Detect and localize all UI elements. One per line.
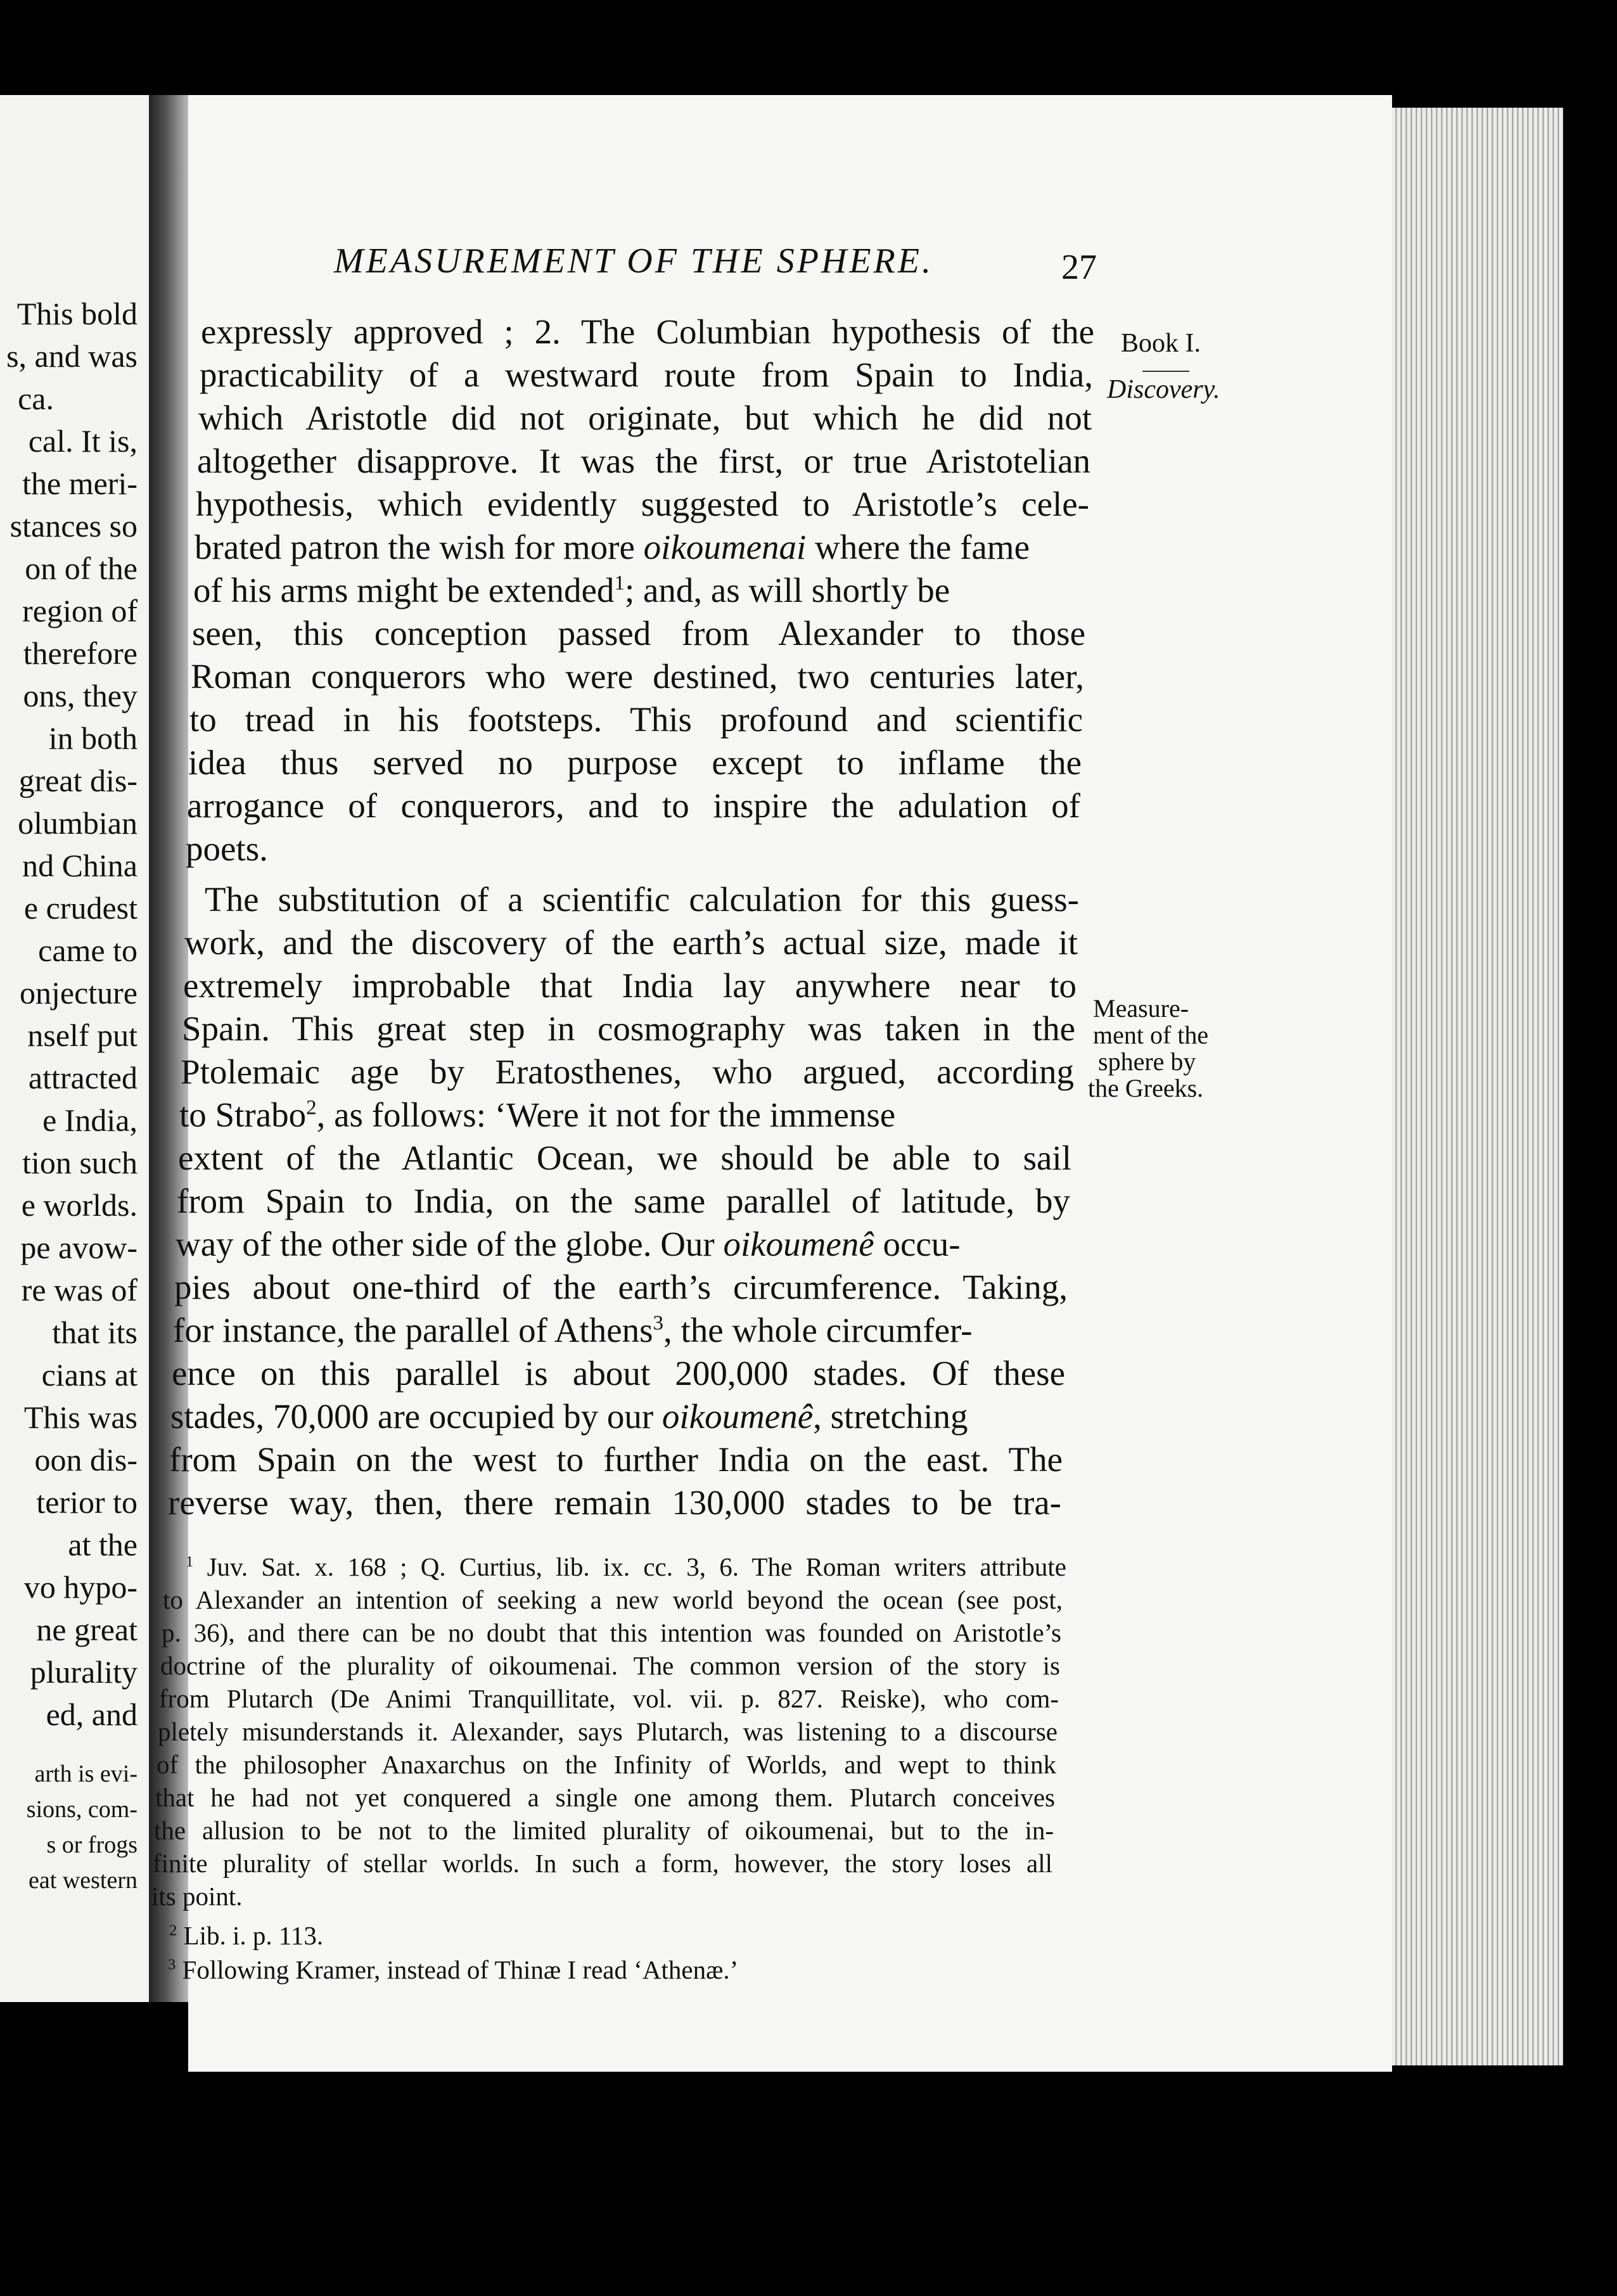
footnote-line: $^1$ Juv. Sat. x. 168 ; Q. Curtius, lib. ix. cc. 3, 6. The Roman writers attribute	[186, 1552, 1066, 1581]
footnote-line: the allusion to be not to the limited plurality of oikoumenai, but to the in-	[154, 1816, 1054, 1845]
text-line: from Spain on the west to further India on the east. The	[169, 1440, 1063, 1479]
text-line: pies about one-third of the earth’s circumference. Taking,	[174, 1268, 1068, 1306]
left-line: olumbian	[18, 805, 137, 841]
footnote-line: $^3$ Following Kramer, instead of Thinæ I read ‘Athenæ.’	[168, 1955, 739, 1984]
left-line: plurality	[30, 1654, 137, 1690]
left-line: re was of	[21, 1272, 137, 1308]
footnote-line: to Alexander an intention of seeking a new world beyond the ocean (see post,	[163, 1585, 1063, 1614]
left-line: arth is evi-	[34, 1761, 137, 1787]
left-line: pe avow-	[20, 1230, 137, 1265]
running-head: MEASUREMENT OF THE SPHERE.	[334, 241, 933, 281]
text-line: seen, this conception passed from Alexander to those	[192, 614, 1085, 653]
left-line: s, and was	[6, 338, 137, 374]
left-line: ca.	[18, 381, 54, 416]
left-line: vo hypo-	[23, 1569, 137, 1605]
italic-term: oikoumenê	[662, 1397, 814, 1436]
left-line: stances so	[10, 508, 137, 544]
left-line: cal. It is,	[28, 423, 137, 459]
text-line: Spain. This great step in cosmography was taken in the	[182, 1009, 1075, 1048]
margin-note-book: Book I.	[1121, 329, 1201, 358]
text-line: ence on this parallel is about 200,000 stades. Of these	[172, 1354, 1065, 1393]
text-line: which Aristotle did not originate, but which he did not	[198, 399, 1092, 437]
text-line: practicability of a westward route from Spain to India,	[200, 355, 1093, 394]
footnote-line: of the philosopher Anaxarchus on the Infinity of Worlds, and wept to think	[157, 1750, 1056, 1779]
left-line: This bold	[16, 296, 137, 331]
left-line: nself put	[27, 1017, 137, 1053]
text-line: of his arms might be extended$^1$; and, as will shortly be	[193, 571, 950, 609]
left-line: tion such	[22, 1145, 137, 1180]
left-line: s or frogs	[46, 1832, 137, 1858]
left-line: ons, they	[23, 678, 137, 713]
left-line: cians at	[41, 1357, 137, 1393]
margin-note-measurement: sphere by	[1098, 1047, 1196, 1076]
left-line: ed, and	[46, 1697, 137, 1732]
left-line: therefore	[23, 635, 137, 671]
margin-note-measurement: ment of the	[1093, 1021, 1209, 1049]
left-line: that its	[52, 1315, 137, 1350]
footnote-line: from Plutarch (De Animi Tranquillitate, vol. vii. p. 827. Reiske), who com-	[159, 1684, 1059, 1713]
text-line: from Spain to India, on the same parallel of latitude, by	[177, 1182, 1070, 1220]
text-line: hypothesis, which evidently suggested to Aristotle’s cele-	[196, 485, 1089, 523]
text-line: extent of the Atlantic Ocean, we should be able to sail	[178, 1138, 1071, 1177]
italic-term: oikoumenê	[723, 1225, 874, 1263]
text-line: to tread in his footsteps. This profound and scientific	[189, 700, 1083, 739]
margin-note-discovery: Discovery.	[1107, 375, 1220, 404]
page-number: 27	[1061, 248, 1097, 287]
main-text	[151, 95, 1392, 2072]
text-line: way of the other side of the globe. Our oikoumenê occu-	[176, 1225, 961, 1263]
footnote-line: p. 36), and there can be no doubt that this intention was founded on Aristotle’s	[162, 1618, 1061, 1647]
left-line: sions, com-	[26, 1796, 137, 1823]
text-line: Ptolemaic age by Eratosthenes, who argued, according	[181, 1052, 1074, 1091]
left-line: terior to	[36, 1484, 137, 1520]
left-line: oon dis-	[34, 1442, 137, 1477]
footnote-line: $^2$ Lib. i. p. 113.	[169, 1921, 324, 1950]
text-line: The substitution of a scientific calculation for this guess-	[205, 880, 1079, 919]
left-line: the meri-	[22, 466, 137, 501]
italic-term: oikoumenai	[643, 528, 807, 566]
text-line: poets.	[186, 829, 268, 868]
left-page-fragment	[0, 95, 149, 2002]
text-line: arrogance of conquerors, and to inspire the adulation of	[187, 786, 1080, 825]
left-line: onjecture	[19, 975, 137, 1011]
text-line: stades, 70,000 are occupied by our oikoumenê, stretching	[170, 1397, 968, 1436]
right-page	[151, 95, 1392, 2072]
page-edges	[1392, 108, 1563, 2065]
footnote-line: finite plurality of stellar worlds. In such a form, however, the story loses all	[153, 1849, 1052, 1878]
left-line: e crudest	[23, 890, 137, 926]
margin-note-measurement: Measure-	[1093, 994, 1189, 1023]
left-line: nd China	[22, 848, 137, 883]
text-line: work, and the discovery of the earth’s actual size, made it	[184, 923, 1078, 962]
footnote-line: doctrine of the plurality of oikoumenai. The common version of the story is	[160, 1651, 1060, 1680]
left-line: ne great	[36, 1612, 137, 1647]
text-line: Roman conquerors who were destined, two centuries later,	[191, 657, 1084, 696]
left-line: e worlds.	[21, 1187, 137, 1223]
text-line: for instance, the parallel of Athens$^3$, the whole circumfer-	[173, 1311, 973, 1349]
margin-note-measurement: the Greeks.	[1088, 1074, 1204, 1102]
footnote-line: that he had not yet conquered a single one among them. Plutarch conceives	[155, 1783, 1055, 1812]
footnote-ref: 1	[614, 571, 625, 595]
left-line: eat western	[29, 1867, 137, 1894]
left-line: This was	[23, 1400, 137, 1435]
left-line: in both	[48, 720, 137, 756]
left-line: at the	[68, 1527, 137, 1562]
footnote-line: its point.	[151, 1882, 243, 1911]
left-line: e India,	[42, 1102, 137, 1138]
footnote-ref: 2	[306, 1096, 317, 1119]
left-line: attracted	[28, 1060, 137, 1095]
text-line: to Strabo$^2$, as follows: ‘Were it not for the immense	[179, 1095, 896, 1134]
left-line: great dis-	[18, 763, 137, 798]
left-line: on of the	[25, 551, 137, 586]
text-line: reverse way, then, there remain 130,000 stades to be tra-	[168, 1483, 1061, 1522]
text-line: expressly approved ; 2. The Columbian hypothesis of the	[201, 312, 1094, 351]
text-line: extremely improbable that India lay anywhere near to	[183, 966, 1077, 1005]
left-line: region of	[22, 593, 137, 628]
footnote-line: pletely misunderstands it. Alexander, says Plutarch, was listening to a discourse	[158, 1717, 1058, 1746]
footnote-ref: 3	[653, 1311, 664, 1335]
text-line: altogether disapprove. It was the first, or true Aristotelian	[197, 442, 1090, 480]
text-line: idea thus served no purpose except to inflame the	[188, 743, 1082, 782]
left-line: came to	[38, 933, 137, 968]
text-line: brated patron the wish for more oikoumenai where the fame	[195, 528, 1030, 566]
